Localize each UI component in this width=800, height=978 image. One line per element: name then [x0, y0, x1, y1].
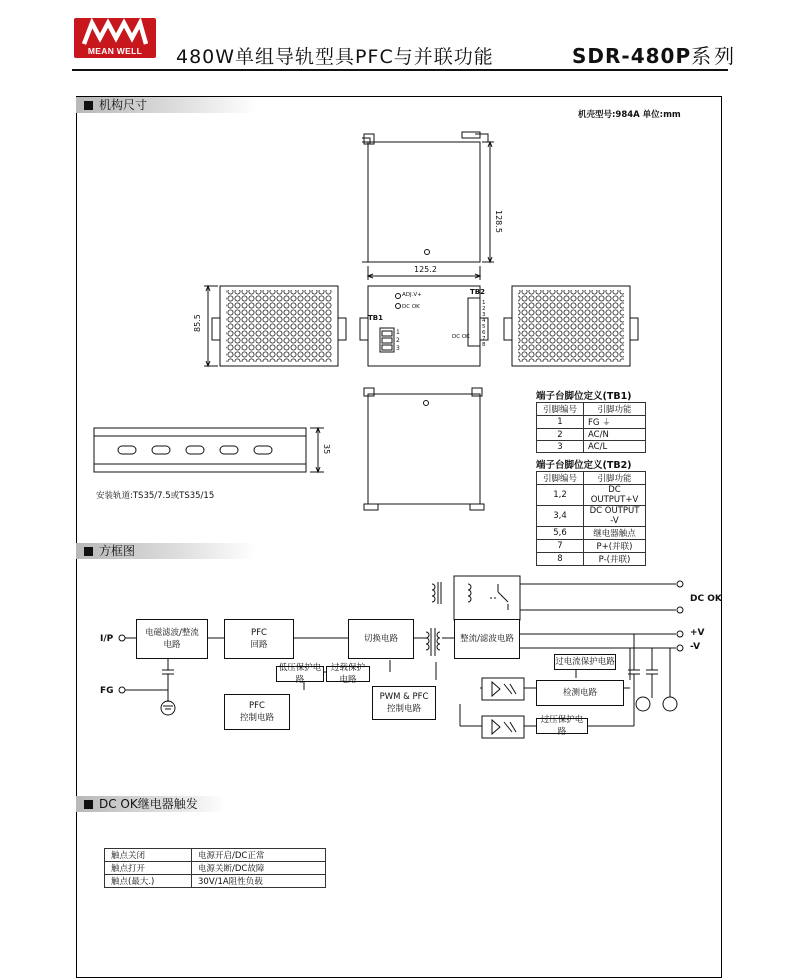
tb2-pin: 8 — [537, 553, 584, 566]
section-title: 方框图 — [99, 544, 136, 558]
tb1-table — [536, 402, 646, 453]
table-row — [537, 441, 646, 453]
tb2-label: TB2 — [470, 288, 485, 296]
tb1-pin: 3 — [537, 441, 584, 453]
tb2-func: P-(并联) — [584, 553, 646, 566]
tb2-pin-3: 3 — [482, 312, 486, 318]
tb2-header-func: 引脚功能 — [584, 472, 646, 485]
tb2-pin-2: 2 — [482, 306, 486, 312]
tb2-pin-6: 6 — [482, 330, 486, 336]
tb1-pin-1: 1 — [396, 329, 400, 336]
fg-label: FG — [100, 686, 114, 696]
emi-filter-block: 电磁滤波/整流电路 — [136, 619, 208, 659]
table-row — [537, 485, 646, 506]
pfc-control-block: PFC 控制电路 — [224, 694, 290, 730]
front-text-c: DC OK — [452, 334, 470, 340]
table-row — [537, 527, 646, 540]
relay-condition: 触点(最大.) — [105, 875, 192, 888]
section-bullet-icon — [84, 547, 93, 556]
vminus-label: -V — [690, 642, 701, 652]
tb1-label: TB1 — [368, 314, 383, 322]
tb2-table — [536, 471, 646, 566]
tb2-caption: 端子台脚位定义(TB2) — [536, 460, 632, 471]
tb2-func: P+(并联) — [584, 540, 646, 553]
section-title: 机构尺寸 — [99, 98, 148, 112]
block-diagram-wires — [80, 570, 720, 770]
tb2-func: DC OUTPUT+V — [584, 485, 646, 506]
table-row — [537, 506, 646, 527]
relay-table — [104, 848, 326, 888]
tb1-caption: 端子台脚位定义(TB1) — [536, 391, 632, 402]
logo-brand-text: MEAN WELL — [87, 46, 143, 56]
section-bullet-icon — [84, 800, 93, 809]
tb2-func: DC OUTPUT -V — [584, 506, 646, 527]
front-text-a: ADJ.V+ — [402, 292, 422, 298]
tb2-pin: 5,6 — [537, 527, 584, 540]
section-title: DC OK继电器触发 — [99, 797, 198, 811]
detect-circuit-block: 检测电路 — [536, 680, 624, 706]
overload-protection-block: 过载保护电路 — [326, 666, 370, 682]
tb2-pin-8: 8 — [482, 342, 486, 348]
pwm-pfc-control-block: PWM & PFC 控制电路 — [372, 686, 436, 720]
tb2-pin: 7 — [537, 540, 584, 553]
tb2-pin-4: 4 — [482, 318, 486, 324]
rectifier-block: 整流/滤波电路 — [454, 619, 520, 659]
overcurrent-protection-block: 过电流保护电路 — [554, 654, 616, 670]
dcok-label: DC OK — [690, 594, 722, 604]
section-dcok-relay — [76, 796, 226, 812]
tb1-pin-2: 2 — [396, 337, 400, 344]
relay-state: 30V/1A阻性负载 — [192, 875, 326, 888]
relay-state: 电源开启/DC正常 — [192, 849, 326, 862]
table-row — [537, 416, 646, 429]
tb1-header-pin: 引脚编号 — [537, 403, 584, 416]
table-row — [537, 429, 646, 441]
table-row — [537, 403, 646, 416]
section-bullet-icon — [84, 101, 93, 110]
series-suffix: 系列 — [691, 44, 738, 68]
tb1-header-func: 引脚功能 — [584, 403, 646, 416]
tb2-header-pin: 引脚编号 — [537, 472, 584, 485]
table-row — [105, 862, 326, 875]
tb2-pin: 3,4 — [537, 506, 584, 527]
relay-condition: 触点打开 — [105, 862, 192, 875]
mean-well-logo — [74, 18, 156, 58]
relay-state: 电源关断/DC故障 — [192, 862, 326, 875]
tb2-func: 继电器触点 — [584, 527, 646, 540]
table-row — [105, 849, 326, 862]
overvoltage-protection-block: 过压保护电路 — [536, 718, 588, 734]
tb1-func: AC/L — [584, 441, 646, 453]
table-row — [105, 875, 326, 888]
switch-block: 切换电路 — [348, 619, 414, 659]
low-voltage-protection-block: 低压保护电路 — [276, 666, 324, 682]
tb1-pin-3: 3 — [396, 345, 400, 352]
front-text-b: DC OK — [402, 304, 420, 310]
dim-width: 125.2 — [414, 265, 437, 274]
tb1-pin: 1 — [537, 416, 584, 429]
rail-note: 安装轨道:TS35/7.5或TS35/15 — [96, 491, 215, 501]
tb2-pin-5: 5 — [482, 324, 486, 330]
document-title: 480W单组导轨型具PFC与并联功能 — [176, 46, 494, 68]
title-rule — [72, 69, 728, 71]
tb1-pin: 2 — [537, 429, 584, 441]
vplus-label: +V — [690, 628, 705, 638]
tb2-pin-7: 7 — [482, 336, 486, 342]
case-note: 机壳型号:984A 单位:mm — [578, 110, 681, 120]
dim-rail: 35 — [322, 444, 331, 455]
series-name — [572, 40, 737, 69]
tb1-func: FG ⏚ — [584, 416, 646, 429]
relay-condition: 触点关闭 — [105, 849, 192, 862]
section-mechanical — [76, 97, 256, 113]
mw-logo-icon — [74, 18, 156, 48]
table-row — [537, 472, 646, 485]
tb1-func: AC/N — [584, 429, 646, 441]
dim-height: 128.5 — [494, 210, 503, 233]
tb2-pin: 1,2 — [537, 485, 584, 506]
ip-label: I/P — [100, 634, 114, 644]
tb2-pin-1: 1 — [482, 300, 486, 306]
dim-depth: 85.5 — [193, 314, 202, 332]
pfc-block: PFC 回路 — [224, 619, 294, 659]
series-model: SDR-480P — [572, 44, 692, 68]
section-block-diagram — [76, 543, 256, 559]
table-row — [537, 553, 646, 566]
table-row — [537, 540, 646, 553]
